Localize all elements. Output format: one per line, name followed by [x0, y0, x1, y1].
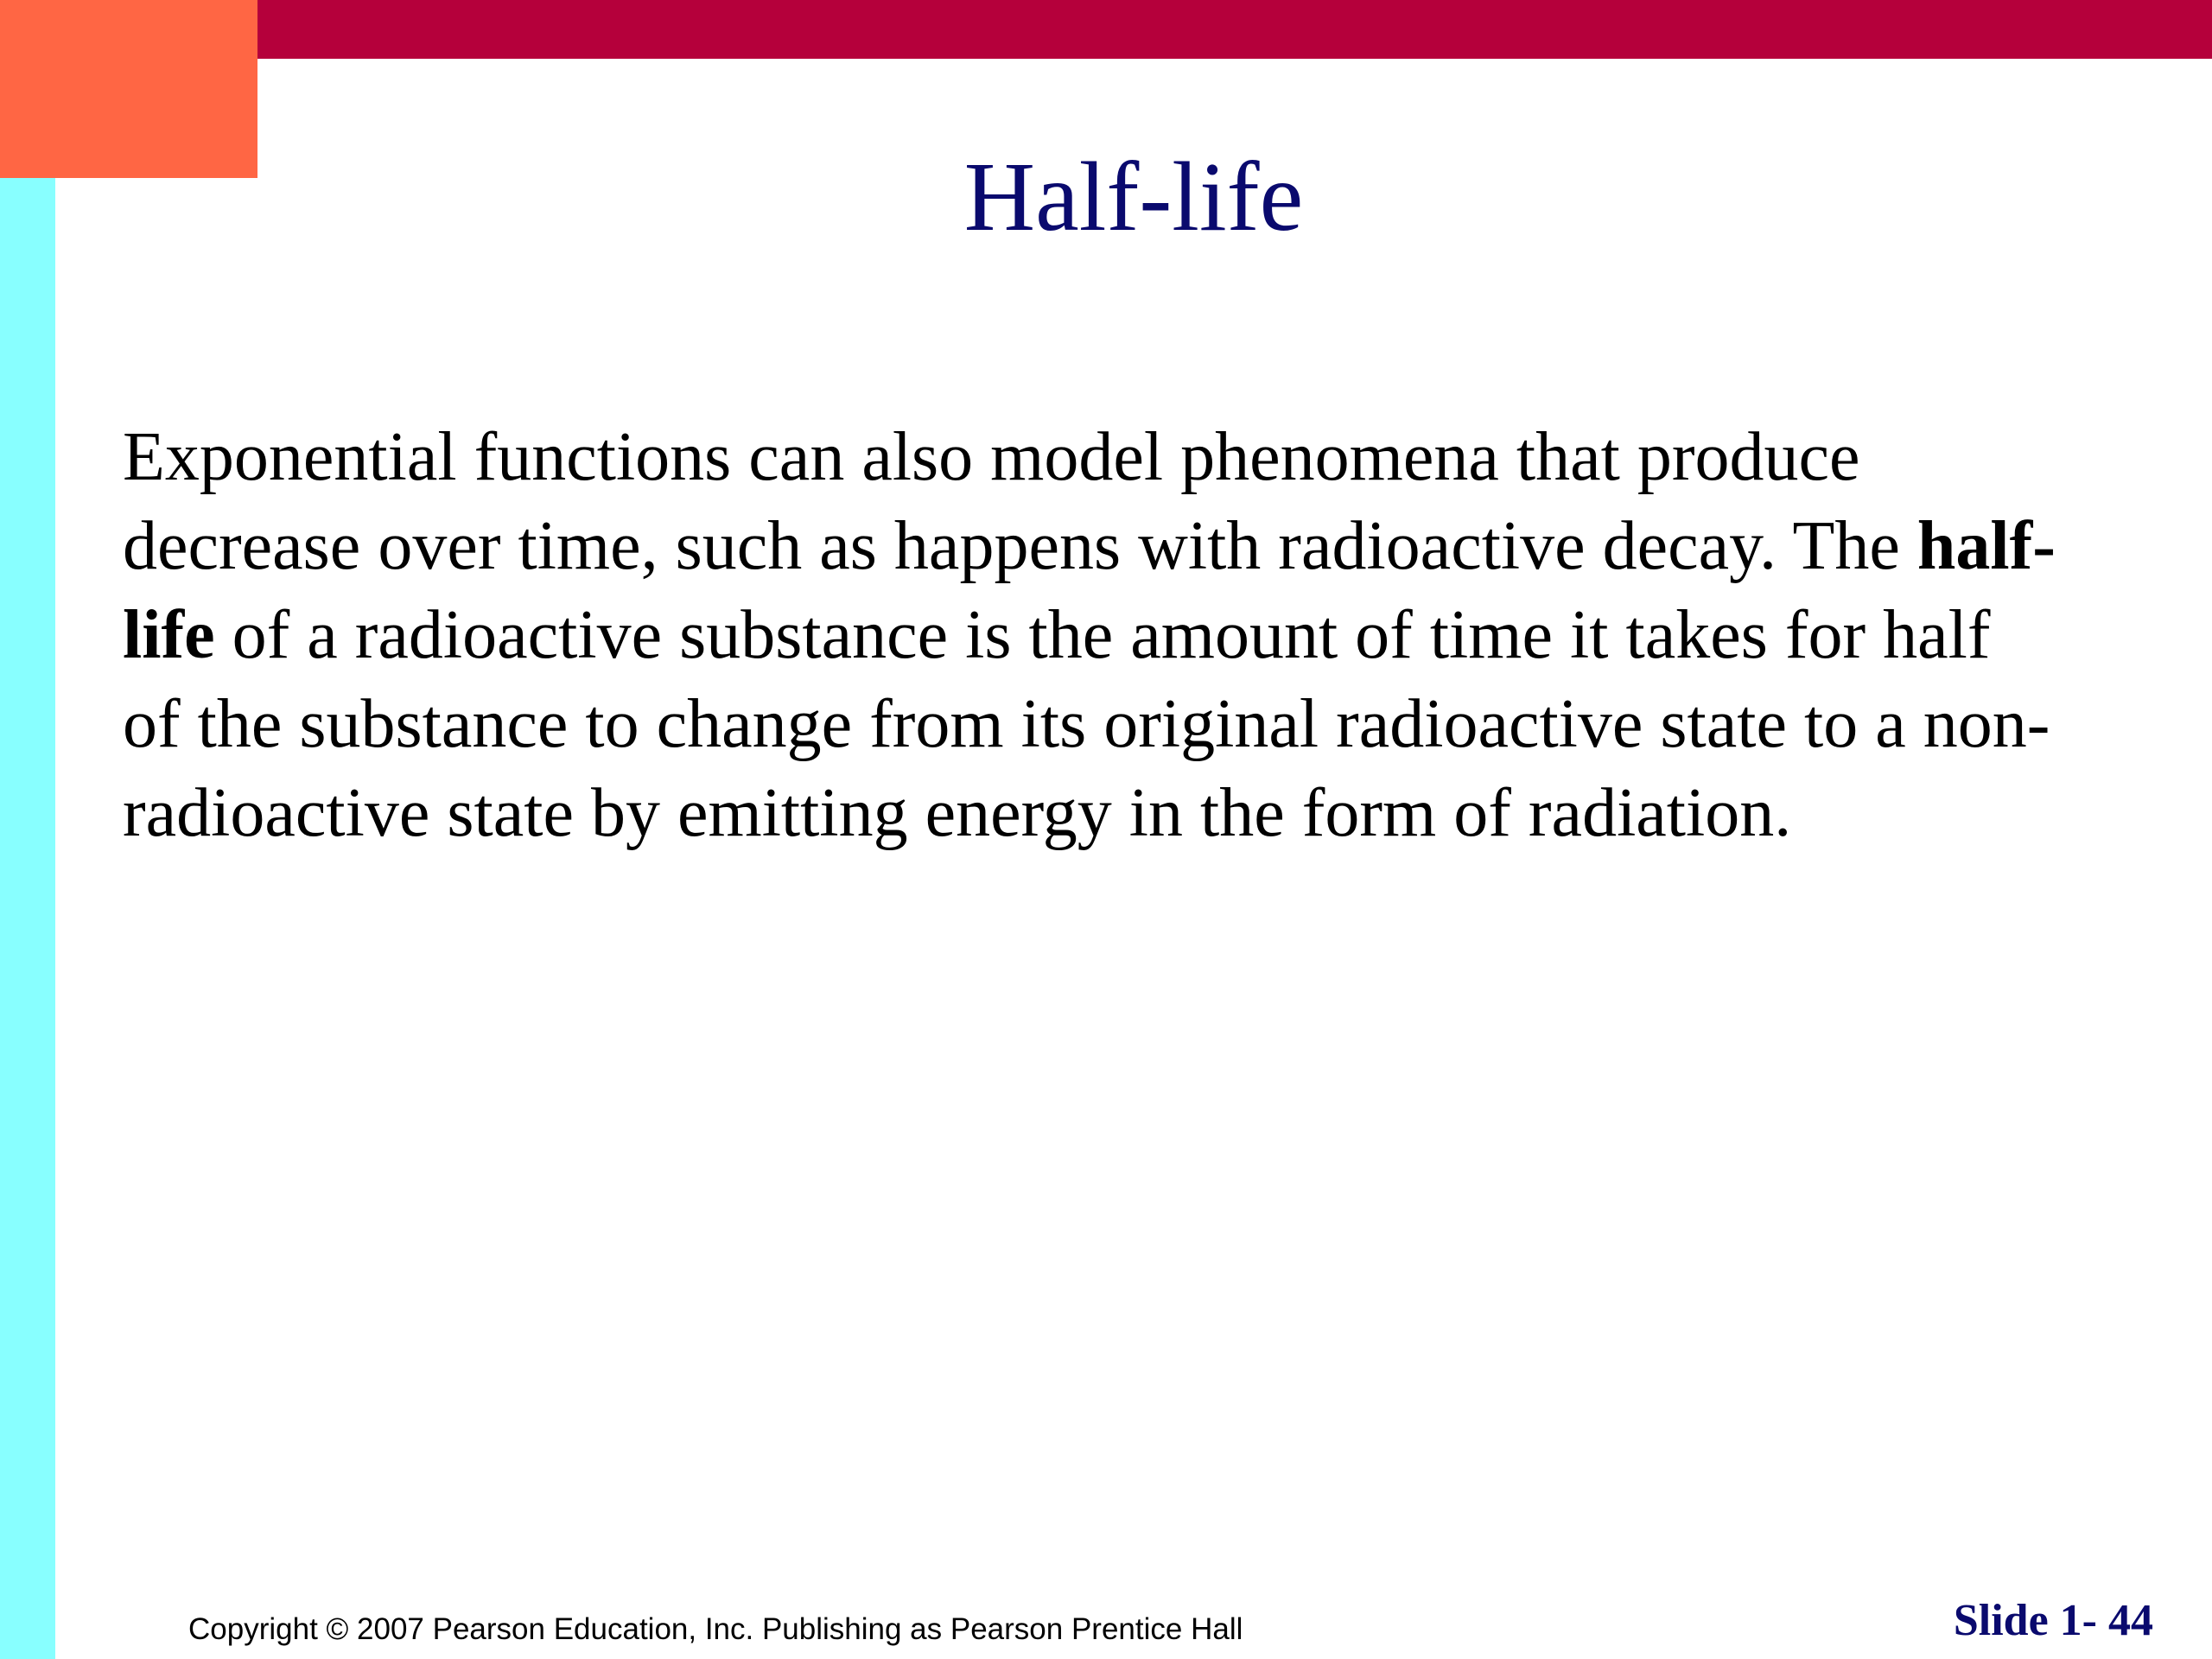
slide-title: Half-life: [963, 142, 1304, 251]
top-accent-bar: [257, 0, 2212, 59]
body-text-part-2: of a radioactive substance is the amount of time it takes for half of the substance to change from its original radioactive state to a non-radioactive state by emitting energy in the form of radiation.: [123, 597, 2050, 851]
slide-body-text: [123, 413, 2058, 858]
left-accent-bar: [0, 178, 55, 1659]
footer-copyright: Copyright © 2007 Pearson Education, Inc. Publishing as Pearson Prentice Hall: [188, 1612, 1243, 1646]
body-bold-term: half-life: [123, 508, 2056, 673]
slide-number: Slide 1- 44: [1953, 1596, 2153, 1645]
body-text-part-1: Exponential functions can also model phenomena that produce decrease over time, such as happens with radioactive decay. The: [123, 419, 1917, 584]
